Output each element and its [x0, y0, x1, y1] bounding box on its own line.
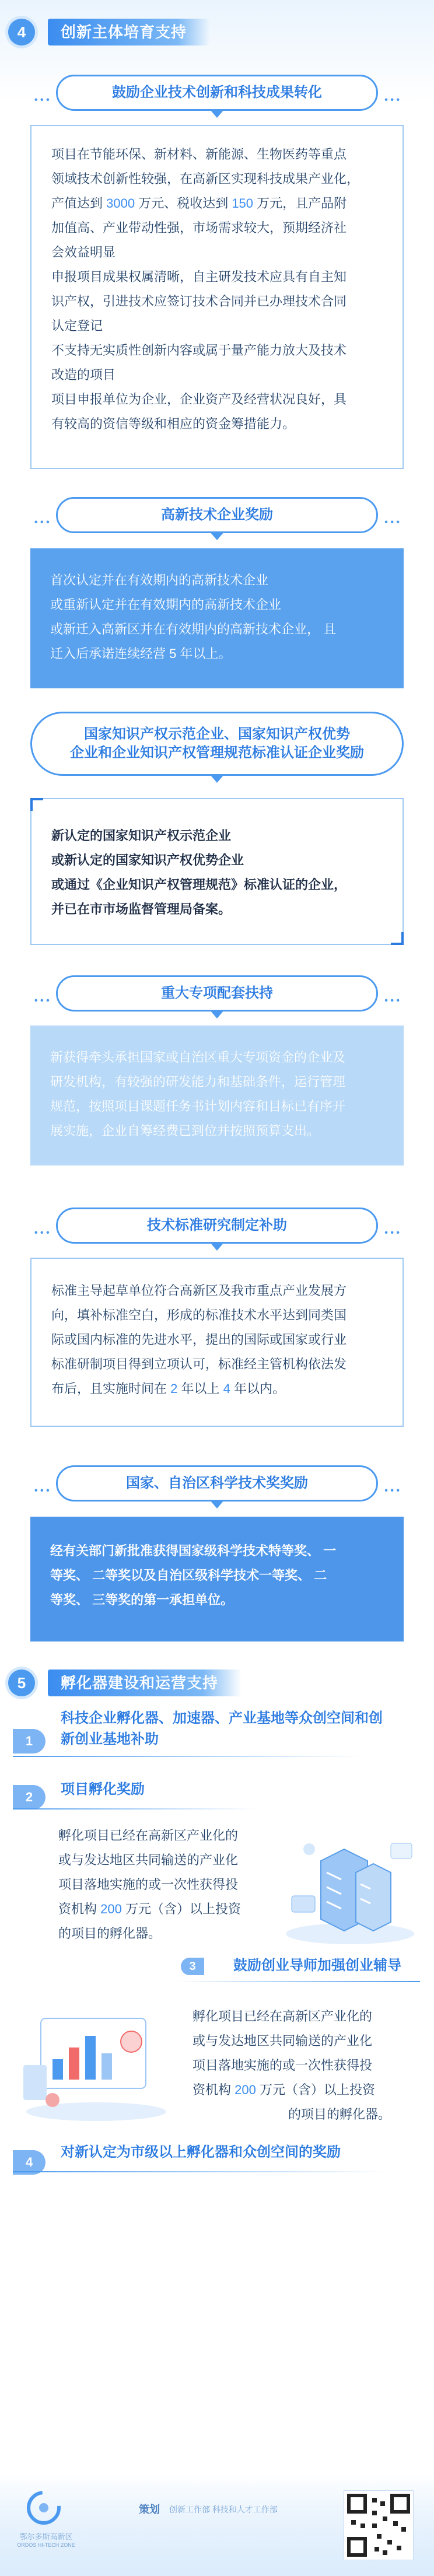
item-number: 2 [13, 1785, 46, 1810]
text-line: 迁入后承诺连续经营 5 年以上。 [50, 646, 232, 661]
text-line: 标准主导起草单位符合高新区及我市重点产业发展方 [51, 1283, 347, 1298]
logo-subtext: ORDOS HI-TECH ZONE [17, 2542, 75, 2548]
text-line: 布后，且实施时间在 2 年以上 4 年以内。 [51, 1381, 285, 1396]
block-title [30, 712, 404, 776]
section-number: 4 [8, 19, 35, 46]
logo-icon [23, 2487, 64, 2528]
text-line: 展实施，企业自筹经费已到位并按照预算支出。 [50, 1124, 320, 1138]
text-line: 向，填补标准空白，形成的标准技术水平达到同类国 [51, 1308, 347, 1322]
text-line: 改造的项目 [51, 368, 116, 382]
block-title-text: 国家知识产权示范企业、国家知识产权优势 [84, 726, 350, 742]
content-box [30, 125, 404, 469]
analytics-illustration-icon [18, 2001, 175, 2123]
item-title: 对新认定为市级以上孵化器和众创空间的奖励 [61, 2144, 341, 2160]
divider [13, 1808, 258, 1810]
text-line: 会效益明显 [51, 245, 116, 260]
item-paragraph [58, 1824, 268, 1946]
text-line: 研发机构，有较强的研发能力和基础条件，运行管理 [50, 1074, 346, 1089]
text-line: 申报项目成果权属清晰，自主研发技术应具有自主知 [51, 270, 347, 284]
text-line: 项目在节能环保、新材料、新能源、生物医药等重点 [51, 147, 347, 162]
highlight-number: 4 [223, 1381, 230, 1396]
highlight-number: 2 [170, 1381, 178, 1396]
section-number: 5 [8, 1670, 35, 1696]
block-title-text: 高新技术企业奖励 [161, 507, 273, 523]
text-line: 经有关部门新批准获得国家级科学技术特等奖、 一 [50, 1544, 337, 1558]
text-line: 项目落地实施的或一次性获得投 [192, 2058, 373, 2073]
section-title: 孵化器建设和运营支持 [48, 1670, 242, 1696]
section-title: 创新主体培育支持 [48, 19, 210, 46]
item-title: 鼓励创业导师加强创业辅导 [233, 1958, 401, 1973]
text-line: 际或国内标准的先进水平，提出的国际或国家或行业 [51, 1332, 347, 1347]
content-box [30, 1258, 404, 1427]
content-box [30, 1026, 404, 1166]
item-number: 4 [13, 2150, 46, 2175]
text-line: 新认定的国家知识产权示范企业 [51, 828, 232, 843]
text-line: 产值达到 3000 万元、税收达到 150 万元，且产品附 [51, 196, 347, 211]
section-4-header [8, 12, 265, 52]
content-box [30, 548, 404, 688]
text-line: 的项目的孵化器。 [58, 1926, 162, 1941]
item-number: 1 [13, 1729, 46, 1754]
tagline: 创新工作部 科技和人才工作部 [169, 2505, 278, 2514]
block-title: • • • 国家、自治区科学技术奖奖励 • • • [56, 1465, 378, 1502]
block-title: • • • 重大专项配套扶持 • • • [56, 975, 378, 1012]
text-line: 孵化项目已经在高新区产业化的 [58, 1828, 239, 1843]
logo-text: 鄂尔多斯高新区 [19, 2532, 73, 2541]
text-line: 孵化项目已经在高新区产业化的 [192, 2009, 373, 2024]
text-line: 或与发达地区共同输送的产业化 [192, 2034, 373, 2048]
item-title-line: 科技企业孵化器、加速器、产业基地等众创空间和创 [61, 1710, 383, 1726]
text-line: 识产权，引进技术应签订技术合同并已办理技术合同 [51, 294, 347, 309]
footer [0, 2473, 434, 2576]
qr-code-icon[interactable] [344, 2491, 413, 2560]
block-title-text: 重大专项配套扶持 [161, 985, 273, 1001]
text-line: 项目落地实施的或一次性获得投 [58, 1877, 239, 1892]
divider [13, 1756, 363, 1757]
block-title-text: 企业和企业知识产权管理规范标准认证企业奖励 [70, 745, 364, 761]
divider [13, 2171, 386, 2172]
highlight-number: 200 [235, 2082, 256, 2097]
text-line: 规范，按照项目课题任务书计划内容和目标已有序开 [50, 1099, 346, 1114]
block-title: • • • 技术标准研究制定补助 • • • [56, 1208, 378, 1244]
text-line: 标准研制项目得到立项认可，标准经主管机构依法发 [51, 1357, 347, 1371]
highlight-number: 3000 [106, 196, 135, 211]
content-box [30, 1517, 404, 1642]
divider [175, 1981, 420, 1982]
text-line: 领域技术创新性较强，在高新区实现科技成果产业化， [51, 172, 360, 186]
text-line: 项目申报单位为企业，企业资产及经营状况良好，具 [51, 392, 347, 407]
item-number: 3 [181, 1958, 204, 1975]
text-line: 或与发达地区共同输送的产业化 [58, 1853, 239, 1867]
text-line: 加值高、产业带动性强，市场需求较大，预期经济社 [51, 220, 347, 235]
block-title-text: 鼓励企业技术创新和科技成果转化 [112, 85, 322, 100]
item-title-line: 新创业基地补助 [61, 1731, 159, 1747]
text-line: 资机构 200 万元（含）以上投资 [192, 2082, 375, 2097]
item-title [61, 1708, 411, 1750]
brand-label: 策划 [139, 2504, 160, 2515]
text-line: 或新认定的国家知识产权优势企业 [51, 853, 244, 867]
text-line: 并已在市市场监督管理局备案。 [51, 902, 232, 916]
section-5-header [8, 1662, 265, 1703]
text-line: 认定登记 [51, 318, 103, 333]
text-line: 新获得牵头承担国家或自治区重大专项资金的企业及 [50, 1050, 346, 1065]
text-line: 有较高的资信等级和相应的资金筹措能力。 [51, 416, 296, 431]
text-line: 首次认定并在有效期内的高新技术企业 [50, 573, 269, 587]
block-title-text: 国家、自治区科学技术奖奖励 [126, 1475, 308, 1491]
block-title-text: 技术标准研究制定补助 [147, 1217, 287, 1233]
content-box [30, 798, 404, 945]
server-illustration-icon [274, 1826, 420, 1948]
item-paragraph [192, 2004, 414, 2127]
item-title: 项目孵化奖励 [61, 1782, 145, 1797]
highlight-number: 200 [100, 1902, 122, 1916]
text-line: 资机构 200 万元（含）以上投资 [58, 1902, 241, 1916]
text-line: 等奖、 三等奖的第一承担单位。 [50, 1592, 234, 1607]
text-line: 或通过《企业知识产权管理规范》标准认证的企业， [51, 877, 347, 892]
block-title: • • • 高新技术企业奖励 • • • [56, 497, 378, 533]
block-title: • • • 鼓励企业技术创新和科技成果转化 • • • [56, 75, 378, 111]
text-line: 不支持无实质性创新内容或属于量产能力放大及技术 [51, 343, 347, 358]
text-line: 或新迁入高新区并在有效期内的高新技术企业， 且 [50, 622, 337, 636]
text-line: 的项目的孵化器。 [288, 2107, 391, 2122]
text-line: 等奖、 二等奖以及自治区级科学技术一等奖、 二 [50, 1568, 327, 1583]
text-line: 或重新认定并在有效期内的高新技术企业 [50, 597, 282, 612]
highlight-number: 150 [232, 196, 254, 211]
